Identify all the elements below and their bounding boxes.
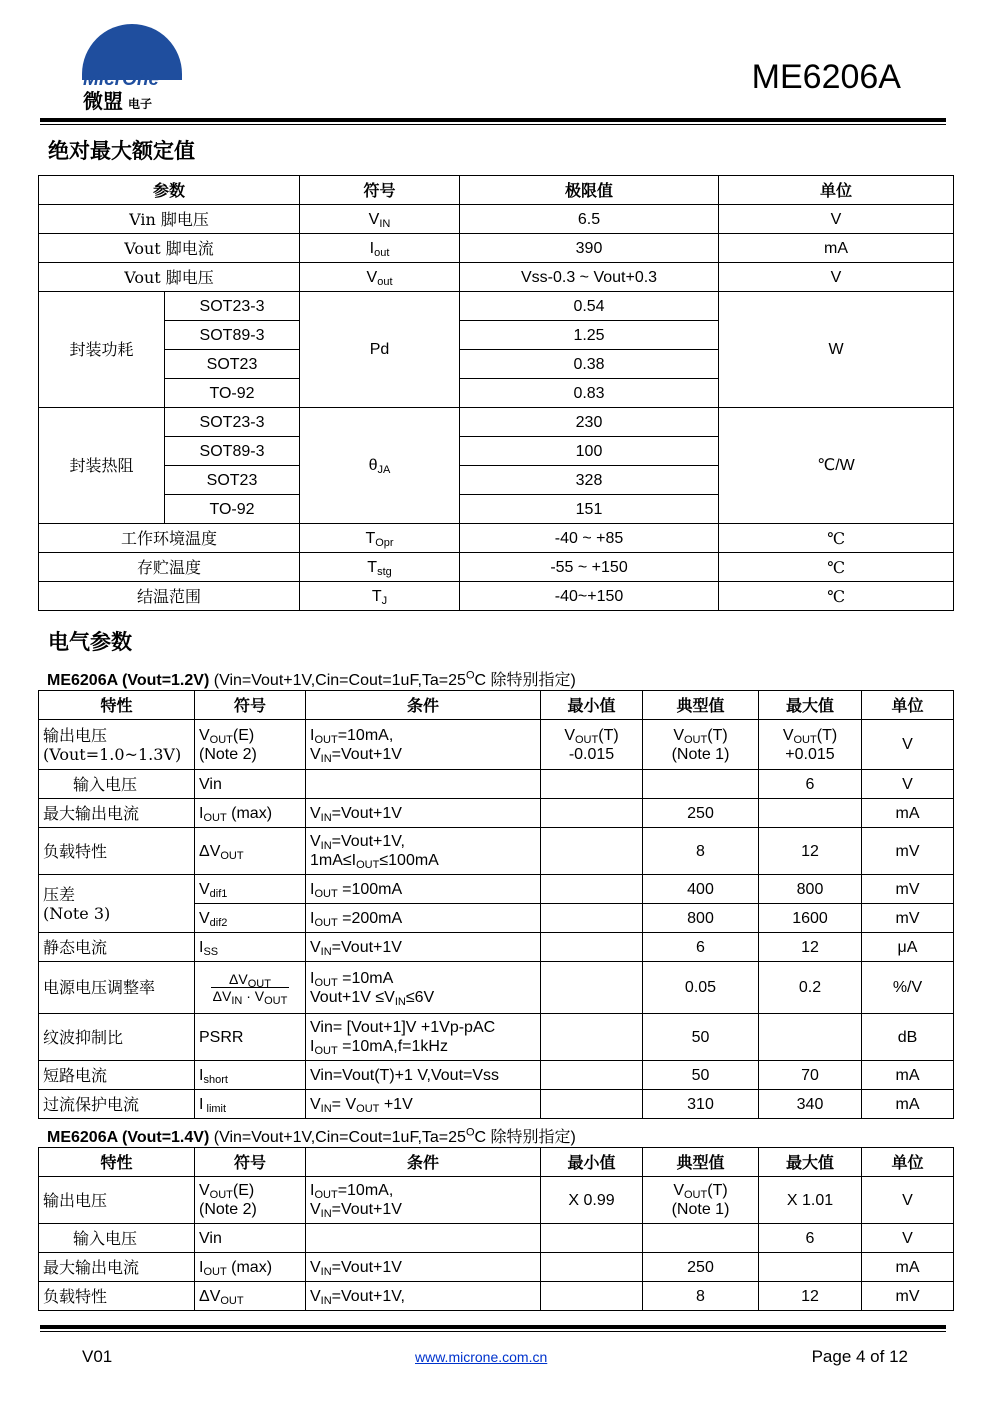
min-cell: [541, 933, 643, 962]
package-cell: TO-92: [165, 379, 300, 408]
max-cell: 12: [759, 1282, 862, 1311]
unit-cell: V: [862, 720, 954, 770]
unit-cell: mV: [862, 1282, 954, 1311]
min-cell: [541, 1014, 643, 1061]
header-rule-thick: [40, 118, 946, 122]
symbol-cell: Vin: [195, 770, 306, 799]
max-cell: 0.2: [759, 962, 862, 1014]
typ-cell: 8: [643, 828, 759, 875]
min-cell: [541, 1090, 643, 1119]
symbol-cell: $\Delta V_{OUT}$: [195, 1282, 306, 1311]
param-cell: 结温范围: [39, 582, 300, 611]
value-cell: 0.38: [460, 350, 719, 379]
package-cell: SOT89-3: [165, 321, 300, 350]
condition-cell: $V_{IN}=Vout+1V$, $1mA\le I_{OUT}\le 100mA$: [306, 828, 541, 875]
unit-cell: V: [862, 1224, 954, 1253]
condition-cell: $I_{OUT} =100mA$: [306, 875, 541, 904]
max-cell: [759, 799, 862, 828]
table-header-row: [39, 1148, 954, 1177]
value-cell: Vss-0.3 ~ Vout+0.3: [460, 263, 719, 292]
min-cell: [541, 1282, 643, 1311]
col-header: 条件: [306, 691, 541, 720]
max-cell: 6: [759, 1224, 862, 1253]
table-row: [39, 720, 954, 770]
param-cell: 静态电流: [39, 933, 195, 962]
footer-rule-thin: [40, 1331, 946, 1332]
min-cell: [541, 1061, 643, 1090]
unit-cell: %/V: [862, 962, 954, 1014]
col-header: 单位: [862, 691, 954, 720]
symbol-cell: $V_{out}$: [300, 263, 460, 292]
unit-cell: V: [719, 263, 954, 292]
col-header: 最小值: [541, 1148, 643, 1177]
table-row: [39, 205, 954, 234]
param-cell: 工作环境温度: [39, 524, 300, 553]
footer-website-link[interactable]: www.microne.com.cn: [415, 1349, 548, 1365]
unit-cell: ℃: [719, 524, 954, 553]
col-header: 最大值: [759, 691, 862, 720]
unit-cell: mA: [719, 234, 954, 263]
value-cell: -40 ~ +85: [460, 524, 719, 553]
typ-cell: [643, 1224, 759, 1253]
col-header: 单位: [862, 1148, 954, 1177]
max-cell: 6: [759, 770, 862, 799]
condition-cell: $V_{IN}= V_{OUT} +1V$: [306, 1090, 541, 1119]
elec-table-2: [38, 1147, 954, 1311]
typ-cell: 8: [643, 1282, 759, 1311]
value-cell: 0.83: [460, 379, 719, 408]
package-cell: SOT89-3: [165, 437, 300, 466]
table-header-row: [39, 691, 954, 720]
condition-cell: [306, 770, 541, 799]
table-row: [39, 875, 954, 904]
col-header: 符号: [195, 691, 306, 720]
symbol-cell: $T_J$: [300, 582, 460, 611]
col-header: 特性: [39, 1148, 195, 1177]
table-row: [39, 263, 954, 292]
max-cell: 800: [759, 875, 862, 904]
unit-cell: mV: [862, 828, 954, 875]
condition-cell: Vin=Vout(T)+1 V,Vout=Vss: [306, 1061, 541, 1090]
param-cell: 压差 (Note 3): [39, 875, 195, 933]
param-cell: 封装热阻: [39, 408, 165, 524]
unit-cell: V: [862, 770, 954, 799]
typ-cell: 50: [643, 1061, 759, 1090]
min-cell: $V_{OUT}(T)$ -0.015: [541, 720, 643, 770]
package-cell: SOT23-3: [165, 408, 300, 437]
param-cell: 纹波抑制比: [39, 1014, 195, 1061]
abs-max-table: [38, 175, 954, 611]
value-cell: -55 ~ +150: [460, 553, 719, 582]
condition-cell: $I_{OUT}=10mA$, $V_{IN}=Vout+1V$: [306, 720, 541, 770]
table-header-row: [39, 176, 954, 205]
symbol-cell: $\theta_{JA}$: [300, 408, 460, 524]
col-header: 最小值: [541, 691, 643, 720]
condition-cell: $V_{IN}=Vout+1V$: [306, 933, 541, 962]
condition-cell: $I_{OUT} =10mA$ Vout+1V $\le V_{IN}\le 6V$: [306, 962, 541, 1014]
param-cell: 输出电压: [39, 1177, 195, 1224]
table-row: [39, 1014, 954, 1061]
symbol-cell: $T_{stg}$: [300, 553, 460, 582]
value-cell: 6.5: [460, 205, 719, 234]
condition-cell: $I_{OUT}=10mA$, $V_{IN}=Vout+1V$: [306, 1177, 541, 1224]
param-cell: 电源电压调整率: [39, 962, 195, 1014]
typ-cell: 250: [643, 1253, 759, 1282]
value-cell: 230: [460, 408, 719, 437]
max-cell: 12: [759, 828, 862, 875]
typ-cell: $V_{OUT}(T)$ (Note 1): [643, 1177, 759, 1224]
symbol-cell: PSRR: [195, 1014, 306, 1061]
col-header: 条件: [306, 1148, 541, 1177]
max-cell: 70: [759, 1061, 862, 1090]
col-header: 极限值: [460, 176, 719, 205]
unit-cell: mV: [862, 875, 954, 904]
unit-cell: ℃: [719, 553, 954, 582]
unit-cell: mA: [862, 1090, 954, 1119]
min-cell: [541, 875, 643, 904]
abs-max-title: 绝对最大额定值: [48, 139, 195, 163]
typ-cell: 310: [643, 1090, 759, 1119]
unit-cell: μA: [862, 933, 954, 962]
table1-subtitle: ME6206A (Vout=1.2V) ($Vin=Vout+1V,Cin=Cout=1uF,Ta=25^OC$ 除特别指定): [47, 669, 576, 689]
table-row: [39, 933, 954, 962]
condition-cell: $V_{IN}=Vout+1V$: [306, 799, 541, 828]
logo-text-cn: 微盟: [83, 89, 123, 112]
symbol-cell: $V_{dif2}$: [195, 904, 306, 933]
condition-cell: $V_{IN}=Vout+1V$,: [306, 1282, 541, 1311]
param-cell: 封装功耗: [39, 292, 165, 408]
package-cell: SOT23: [165, 466, 300, 495]
condition-cell: Vin= [Vout+1]V +1Vp-pAC $I_{OUT} =10mA,f=1kHz$: [306, 1014, 541, 1061]
value-cell: -40~+150: [460, 582, 719, 611]
typ-cell: $V_{OUT}(T)$ (Note 1): [643, 720, 759, 770]
table-row: [39, 1177, 954, 1224]
param-cell: 输出电压 (Vout=1.0~1.3V): [39, 720, 195, 770]
table-row: [39, 828, 954, 875]
col-header: 符号: [300, 176, 460, 205]
typ-cell: 400: [643, 875, 759, 904]
unit-cell: ℃/W: [719, 408, 954, 524]
param-cell: 短路电流: [39, 1061, 195, 1090]
table-row: [39, 962, 954, 1014]
col-header: 典型值: [643, 1148, 759, 1177]
unit-cell: mA: [862, 1061, 954, 1090]
symbol-cell: Vin: [195, 1224, 306, 1253]
table-row: [39, 770, 954, 799]
max-cell: $V_{OUT}(T)$ +0.015: [759, 720, 862, 770]
symbol-cell: $I_{OUT}$ (max): [195, 1253, 306, 1282]
table-row: [39, 234, 954, 263]
param-cell: 输入电压: [39, 770, 195, 799]
package-cell: SOT23-3: [165, 292, 300, 321]
header-rule-thin: [40, 124, 946, 125]
max-cell: [759, 1014, 862, 1061]
typ-cell: 800: [643, 904, 759, 933]
unit-cell: V: [719, 205, 954, 234]
table-row: [39, 292, 954, 321]
param-cell: Vin 脚电压: [39, 205, 300, 234]
param-cell: 最大输出电流: [39, 799, 195, 828]
param-cell: 存贮温度: [39, 553, 300, 582]
param-cell: Vout 脚电压: [39, 263, 300, 292]
symbol-cell: $T_{Opr}$: [300, 524, 460, 553]
symbol-cell: $I_{OUT}$ (max): [195, 799, 306, 828]
unit-cell: dB: [862, 1014, 954, 1061]
min-cell: [541, 1253, 643, 1282]
symbol-cell: I $_{limit}$: [195, 1090, 306, 1119]
table-row: [39, 1253, 954, 1282]
min-cell: [541, 904, 643, 933]
package-cell: TO-92: [165, 495, 300, 524]
table-row: [39, 799, 954, 828]
typ-cell: 250: [643, 799, 759, 828]
col-header: 最大值: [759, 1148, 862, 1177]
col-header: 符号: [195, 1148, 306, 1177]
symbol-cell: $I_{short}$: [195, 1061, 306, 1090]
symbol-cell: $V_{OUT}(E)$ (Note 2): [195, 720, 306, 770]
unit-cell: W: [719, 292, 954, 408]
condition-cell: $V_{IN}=Vout+1V$: [306, 1253, 541, 1282]
unit-cell: V: [862, 1177, 954, 1224]
typ-cell: 6: [643, 933, 759, 962]
min-cell: [541, 1224, 643, 1253]
max-cell: 12: [759, 933, 862, 962]
symbol-cell: [195, 962, 306, 1014]
table-row: [39, 408, 954, 437]
unit-cell: mA: [862, 1253, 954, 1282]
min-cell: [541, 799, 643, 828]
package-cell: SOT23: [165, 350, 300, 379]
table-row: [39, 553, 954, 582]
logo-text-cn-sub: 电子: [128, 97, 153, 111]
min-cell: [541, 962, 643, 1014]
symbol-cell: Pd: [300, 292, 460, 408]
table-row: [39, 1282, 954, 1311]
table-row: [39, 582, 954, 611]
document-title: ME6206A: [751, 58, 901, 96]
max-cell: 1600: [759, 904, 862, 933]
footer-version: V01: [82, 1347, 113, 1366]
min-cell: [541, 828, 643, 875]
table2-subtitle: ME6206A (Vout=1.4V) ($Vin=Vout+1V,Cin=Cout=1uF,Ta=25^OC$ 除特别指定): [47, 1126, 576, 1146]
condition-cell: $I_{OUT} =200mA$: [306, 904, 541, 933]
value-cell: 390: [460, 234, 719, 263]
typ-cell: 0.05: [643, 962, 759, 1014]
table-row: [39, 1224, 954, 1253]
table-row: [39, 1061, 954, 1090]
symbol-cell: $V_{IN}$: [300, 205, 460, 234]
symbol-cell: $I_{out}$: [300, 234, 460, 263]
symbol-cell: $V_{OUT}(E)$ (Note 2): [195, 1177, 306, 1224]
param-cell: 过流保护电流: [39, 1090, 195, 1119]
value-cell: 151: [460, 495, 719, 524]
param-cell: Vout 脚电流: [39, 234, 300, 263]
typ-cell: [643, 770, 759, 799]
table-row: [39, 1090, 954, 1119]
param-cell: 最大输出电流: [39, 1253, 195, 1282]
param-cell: 负载特性: [39, 828, 195, 875]
typ-cell: 50: [643, 1014, 759, 1061]
company-logo: [80, 22, 185, 112]
unit-cell: ℃: [719, 582, 954, 611]
elec-title: 电气参数: [48, 630, 132, 654]
line-regulation-fraction: $\frac{\Delta V_{OUT}}{\Delta V_{IN} \cdot V_{OUT}}$: [212, 971, 288, 1007]
param-cell: 负载特性: [39, 1282, 195, 1311]
col-header: 单位: [719, 176, 954, 205]
value-cell: 100: [460, 437, 719, 466]
min-cell: [541, 770, 643, 799]
elec-table-1: [38, 690, 954, 1119]
max-cell: X 1.01: [759, 1177, 862, 1224]
unit-cell: mA: [862, 799, 954, 828]
symbol-cell: $\Delta V_{OUT}$: [195, 828, 306, 875]
min-cell: X 0.99: [541, 1177, 643, 1224]
max-cell: 340: [759, 1090, 862, 1119]
unit-cell: mV: [862, 904, 954, 933]
col-header: 典型值: [643, 691, 759, 720]
value-cell: 0.54: [460, 292, 719, 321]
table-row: [39, 524, 954, 553]
value-cell: 328: [460, 466, 719, 495]
max-cell: [759, 1253, 862, 1282]
symbol-cell: $I_{SS}$: [195, 933, 306, 962]
symbol-cell: $V_{dif1}$: [195, 875, 306, 904]
condition-cell: [306, 1224, 541, 1253]
param-cell: 输入电压: [39, 1224, 195, 1253]
col-header: 参数: [39, 176, 300, 205]
logo-text-en: MicrOne: [83, 69, 160, 90]
footer-rule-thick: [40, 1325, 946, 1329]
value-cell: 1.25: [460, 321, 719, 350]
footer-page-number: Page 4 of 12: [811, 1347, 908, 1366]
col-header: 特性: [39, 691, 195, 720]
